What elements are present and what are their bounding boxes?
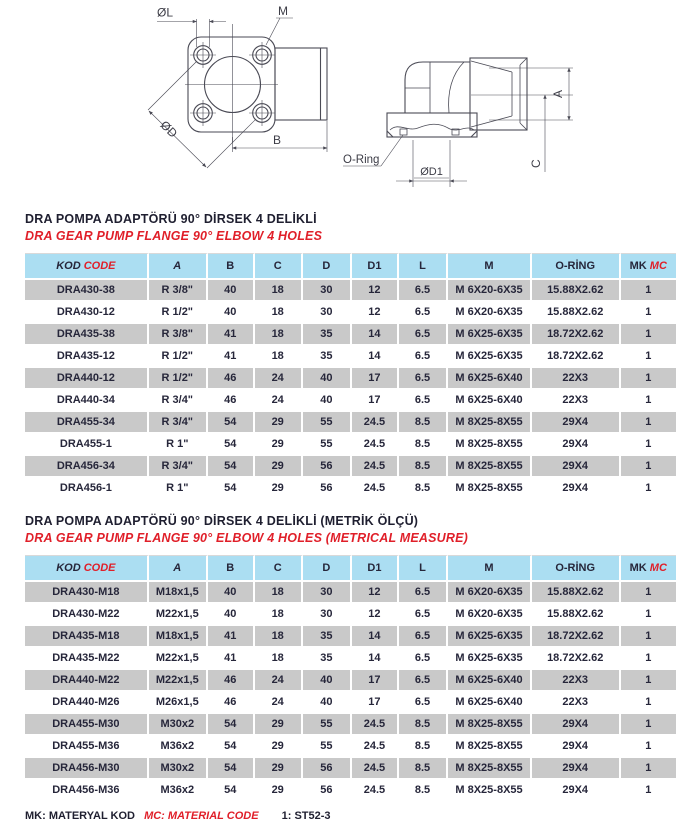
cell-d: 55 [303,714,352,734]
cell-oring: 15.88X2.62 [532,582,621,602]
cell-mk: 1 [621,582,676,602]
cell-l: 6.5 [399,390,448,410]
cell-c: 24 [255,692,303,712]
data-row [25,648,676,668]
cell-m: M 6X20-6X35 [448,604,532,624]
cell-c: 29 [255,478,303,498]
front-view [148,18,327,168]
cell-oring: 29X4 [532,714,621,734]
cell-c: 29 [255,714,303,734]
cell-m: M 6X20-6X35 [448,582,532,602]
cell-c: 18 [255,280,303,300]
cell-oring: 18.72X2.62 [532,324,621,344]
column-header-d1: D1 [352,253,399,278]
column-header-d1: D1 [352,555,399,580]
cell-l: 8.5 [399,758,448,778]
cell-c: 24 [255,670,303,690]
spec-table-metric [25,553,676,802]
cell-oring: 29X4 [532,758,621,778]
cell-d1: 24.5 [352,412,399,432]
cell-c: 18 [255,302,303,322]
column-header-oring: O-RİNG [532,555,621,580]
cell-m: M 6X25-6X35 [448,626,532,646]
data-row [25,434,676,454]
cell-d1: 12 [352,302,399,322]
cell-l: 8.5 [399,736,448,756]
data-row [25,582,676,602]
cell-m: M 6X25-6X35 [448,346,532,366]
cell-kod: DRA435-12 [25,346,149,366]
cell-oring: 29X4 [532,412,621,432]
data-row [25,412,676,432]
cell-d: 35 [303,626,352,646]
cell-a: M26x1,5 [149,692,208,712]
cell-d: 56 [303,456,352,476]
data-row [25,368,676,388]
cell-b: 41 [208,324,255,344]
column-header-c: C [255,253,303,278]
column-header-d: D [303,555,352,580]
cell-c: 18 [255,648,303,668]
cell-oring: 18.72X2.62 [532,346,621,366]
cell-oring: 15.88X2.62 [532,280,621,300]
cell-kod: DRA456-M36 [25,780,149,800]
cell-oring: 22X3 [532,670,621,690]
column-header-c: C [255,555,303,580]
column-header-mk: MK MC [621,253,676,278]
cell-b: 40 [208,604,255,624]
data-row [25,780,676,800]
cell-d1: 14 [352,324,399,344]
cell-c: 29 [255,758,303,778]
cell-a: R 1" [149,478,208,498]
cell-m: M 6X25-6X40 [448,390,532,410]
header-row [25,555,676,580]
drawing-svg [0,0,699,202]
cell-c: 18 [255,604,303,624]
dim-label-bolt-circle: ØD [157,117,181,141]
cell-d: 40 [303,692,352,712]
cell-l: 6.5 [399,346,448,366]
cell-d: 30 [303,302,352,322]
cell-kod: DRA455-M30 [25,714,149,734]
cell-d1: 17 [352,390,399,410]
cell-a: M30x2 [149,714,208,734]
cell-kod: DRA456-34 [25,456,149,476]
cell-kod: DRA440-M22 [25,670,149,690]
cell-d1: 24.5 [352,714,399,734]
column-header-kod: KOD CODE [25,253,149,278]
cell-kod: DRA440-34 [25,390,149,410]
cell-m: M 6X25-6X35 [448,648,532,668]
dim-bolt-circle [148,61,256,168]
cell-mk: 1 [621,670,676,690]
cell-a: R 3/4" [149,390,208,410]
cell-oring: 22X3 [532,368,621,388]
column-header-m: M [448,253,532,278]
section2-title-turkish: DRA POMPA ADAPTÖRÜ 90° DİRSEK 4 DELİKLİ (METRİK ÖLÇÜ) [25,514,419,528]
dim-label-bore: ØD1 [420,166,443,178]
cell-d1: 17 [352,368,399,388]
cell-a: M30x2 [149,758,208,778]
section2-heading [25,514,676,545]
cell-a: M18x1,5 [149,626,208,646]
cell-d1: 14 [352,346,399,366]
cell-b: 54 [208,780,255,800]
spec-table-inch [25,251,676,500]
cell-b: 46 [208,390,255,410]
cell-l: 6.5 [399,648,448,668]
cell-c: 18 [255,346,303,366]
data-row [25,714,676,734]
cell-c: 29 [255,412,303,432]
cell-m: M 6X25-6X40 [448,670,532,690]
cell-d: 55 [303,434,352,454]
cell-d: 30 [303,280,352,300]
cell-d: 35 [303,346,352,366]
cell-mk: 1 [621,626,676,646]
cell-oring: 22X3 [532,692,621,712]
cell-d1: 14 [352,648,399,668]
cell-m: M 6X20-6X35 [448,280,532,300]
cell-l: 6.5 [399,626,448,646]
cell-b: 54 [208,434,255,454]
cell-oring: 15.88X2.62 [532,604,621,624]
column-header-d: D [303,253,352,278]
cell-b: 46 [208,670,255,690]
data-row [25,736,676,756]
legend-mk: MK: MATERYAL KOD [25,810,135,822]
cell-d1: 24.5 [352,736,399,756]
cell-c: 24 [255,390,303,410]
cell-l: 8.5 [399,412,448,432]
cell-oring: 18.72X2.62 [532,626,621,646]
cell-d: 30 [303,582,352,602]
cell-mk: 1 [621,346,676,366]
cell-c: 29 [255,780,303,800]
cell-b: 54 [208,714,255,734]
cell-d: 55 [303,736,352,756]
cell-mk: 1 [621,434,676,454]
cell-oring: 15.88X2.62 [532,302,621,322]
cell-b: 40 [208,280,255,300]
data-row [25,324,676,344]
cell-oring: 29X4 [532,456,621,476]
cell-d1: 24.5 [352,434,399,454]
cell-d: 56 [303,758,352,778]
cell-m: M 6X25-6X40 [448,368,532,388]
cell-kod: DRA430-M18 [25,582,149,602]
cell-kod: DRA435-38 [25,324,149,344]
cell-a: M22x1,5 [149,670,208,690]
cell-kod: DRA456-M30 [25,758,149,778]
section1-heading [25,212,676,243]
cell-d: 40 [303,368,352,388]
column-header-b: B [208,555,255,580]
cell-mk: 1 [621,648,676,668]
cell-m: M 6X25-6X40 [448,692,532,712]
cell-mk: 1 [621,758,676,778]
cell-a: R 3/8" [149,324,208,344]
cell-a: R 3/4" [149,456,208,476]
cell-oring: 18.72X2.62 [532,648,621,668]
cell-mk: 1 [621,736,676,756]
cell-a: R 1/2" [149,346,208,366]
cell-l: 6.5 [399,604,448,624]
cell-d: 40 [303,390,352,410]
cell-d: 40 [303,670,352,690]
cell-kod: DRA456-1 [25,478,149,498]
cell-l: 8.5 [399,478,448,498]
cell-l: 6.5 [399,302,448,322]
data-row [25,280,676,300]
dim-label-thread: M [278,4,288,18]
cell-mk: 1 [621,390,676,410]
cell-l: 6.5 [399,582,448,602]
cell-l: 6.5 [399,324,448,344]
cell-a: M36x2 [149,736,208,756]
cell-b: 41 [208,346,255,366]
cell-mk: 1 [621,780,676,800]
cell-m: M 8X25-8X55 [448,412,532,432]
cell-m: M 8X25-8X55 [448,478,532,498]
cell-kod: DRA435-M18 [25,626,149,646]
data-row [25,670,676,690]
column-header-b: B [208,253,255,278]
section1-title-english: DRA GEAR PUMP FLANGE 90° ELBOW 4 HOLES [25,229,323,243]
cell-b: 46 [208,368,255,388]
cell-l: 8.5 [399,714,448,734]
cell-b: 54 [208,456,255,476]
cell-d: 35 [303,648,352,668]
cell-d1: 12 [352,582,399,602]
o-ring-label: O-Ring [343,154,380,166]
cell-b: 54 [208,758,255,778]
cell-b: 41 [208,648,255,668]
cell-kod: DRA430-38 [25,280,149,300]
leader-thread [266,18,293,45]
cell-m: M 8X25-8X55 [448,758,532,778]
cell-l: 8.5 [399,780,448,800]
cell-oring: 29X4 [532,780,621,800]
cell-mk: 1 [621,692,676,712]
cell-d: 56 [303,780,352,800]
dim-label-b: B [272,133,282,147]
cell-b: 54 [208,412,255,432]
data-row [25,692,676,712]
cell-kod: DRA440-M26 [25,692,149,712]
cell-b: 40 [208,302,255,322]
data-row [25,346,676,366]
data-row [25,390,676,410]
cell-l: 8.5 [399,456,448,476]
cell-mk: 1 [621,280,676,300]
cell-kod: DRA455-34 [25,412,149,432]
technical-drawing [0,0,699,202]
cell-d1: 24.5 [352,478,399,498]
cell-a: M22x1,5 [149,648,208,668]
column-header-oring: O-RİNG [532,253,621,278]
dim-c [471,95,573,172]
column-header-kod: KOD CODE [25,555,149,580]
cell-l: 8.5 [399,434,448,454]
o-ring-groove [400,129,407,135]
cell-m: M 6X20-6X35 [448,302,532,322]
cell-l: 6.5 [399,280,448,300]
cell-mk: 1 [621,368,676,388]
column-header-mk: MK MC [621,555,676,580]
cell-d: 30 [303,604,352,624]
cell-c: 24 [255,368,303,388]
cell-mk: 1 [621,714,676,734]
cell-c: 18 [255,582,303,602]
cell-c: 29 [255,456,303,476]
cell-d: 56 [303,478,352,498]
cell-m: M 6X25-6X35 [448,324,532,344]
dim-bore [396,140,467,187]
cell-d1: 17 [352,692,399,712]
cell-l: 6.5 [399,670,448,690]
cell-oring: 22X3 [532,390,621,410]
cell-d1: 17 [352,670,399,690]
cell-c: 18 [255,324,303,344]
cell-a: M18x1,5 [149,582,208,602]
section1-title-turkish: DRA POMPA ADAPTÖRÜ 90° DİRSEK 4 DELİKLİ [25,212,317,226]
cell-mk: 1 [621,324,676,344]
cell-mk: 1 [621,604,676,624]
column-header-l: L [399,253,448,278]
cell-b: 46 [208,692,255,712]
cell-b: 54 [208,478,255,498]
cell-m: M 8X25-8X55 [448,780,532,800]
cell-kod: DRA435-M22 [25,648,149,668]
column-header-m: M [448,555,532,580]
cell-d: 35 [303,324,352,344]
cell-m: M 8X25-8X55 [448,434,532,454]
legend-mc: MC: MATERIAL CODE [144,810,259,822]
data-row [25,456,676,476]
cell-mk: 1 [621,412,676,432]
cell-a: M36x2 [149,780,208,800]
cell-d1: 24.5 [352,780,399,800]
cell-mk: 1 [621,456,676,476]
data-row [25,604,676,624]
cell-a: R 1/2" [149,368,208,388]
cell-oring: 29X4 [532,434,621,454]
cell-d1: 12 [352,280,399,300]
cell-b: 41 [208,626,255,646]
section2-title-english: DRA GEAR PUMP FLANGE 90° ELBOW 4 HOLES (METRICAL MEASURE) [25,531,469,545]
cell-c: 29 [255,736,303,756]
cell-a: R 1/2" [149,302,208,322]
cell-m: M 8X25-8X55 [448,736,532,756]
cell-b: 40 [208,582,255,602]
dim-label-c: C [529,159,543,168]
dim-hole-diameter [157,19,226,47]
cell-m: M 8X25-8X55 [448,456,532,476]
cell-m: M 8X25-8X55 [448,714,532,734]
cell-l: 6.5 [399,368,448,388]
cell-d1: 12 [352,604,399,624]
header-row [25,253,676,278]
column-header-a: A [149,253,208,278]
data-row [25,302,676,322]
drawing-labels [157,4,565,178]
cell-a: R 1" [149,434,208,454]
data-row [25,626,676,646]
cell-kod: DRA455-M36 [25,736,149,756]
cell-b: 54 [208,736,255,756]
cell-mk: 1 [621,478,676,498]
cell-oring: 29X4 [532,736,621,756]
cell-l: 6.5 [399,692,448,712]
cell-a: M22x1,5 [149,604,208,624]
data-row [25,478,676,498]
cell-mk: 1 [621,302,676,322]
cell-kod: DRA440-12 [25,368,149,388]
data-row [25,758,676,778]
centerlines [185,24,278,143]
cell-d1: 24.5 [352,758,399,778]
column-header-a: A [149,555,208,580]
cell-d1: 14 [352,626,399,646]
column-header-l: L [399,555,448,580]
cell-d1: 24.5 [352,456,399,476]
cell-c: 18 [255,626,303,646]
cell-a: R 3/8" [149,280,208,300]
legend-material-code: 1: ST52-3 [281,810,331,822]
cell-a: R 3/4" [149,412,208,432]
cell-d: 55 [303,412,352,432]
dim-label-a: A [551,89,565,99]
footer-legend [25,810,676,822]
cell-kod: DRA430-M22 [25,604,149,624]
cell-kod: DRA455-1 [25,434,149,454]
dim-label-hole-diameter: ØL [157,5,174,20]
cell-c: 29 [255,434,303,454]
cell-oring: 29X4 [532,478,621,498]
cell-kod: DRA430-12 [25,302,149,322]
